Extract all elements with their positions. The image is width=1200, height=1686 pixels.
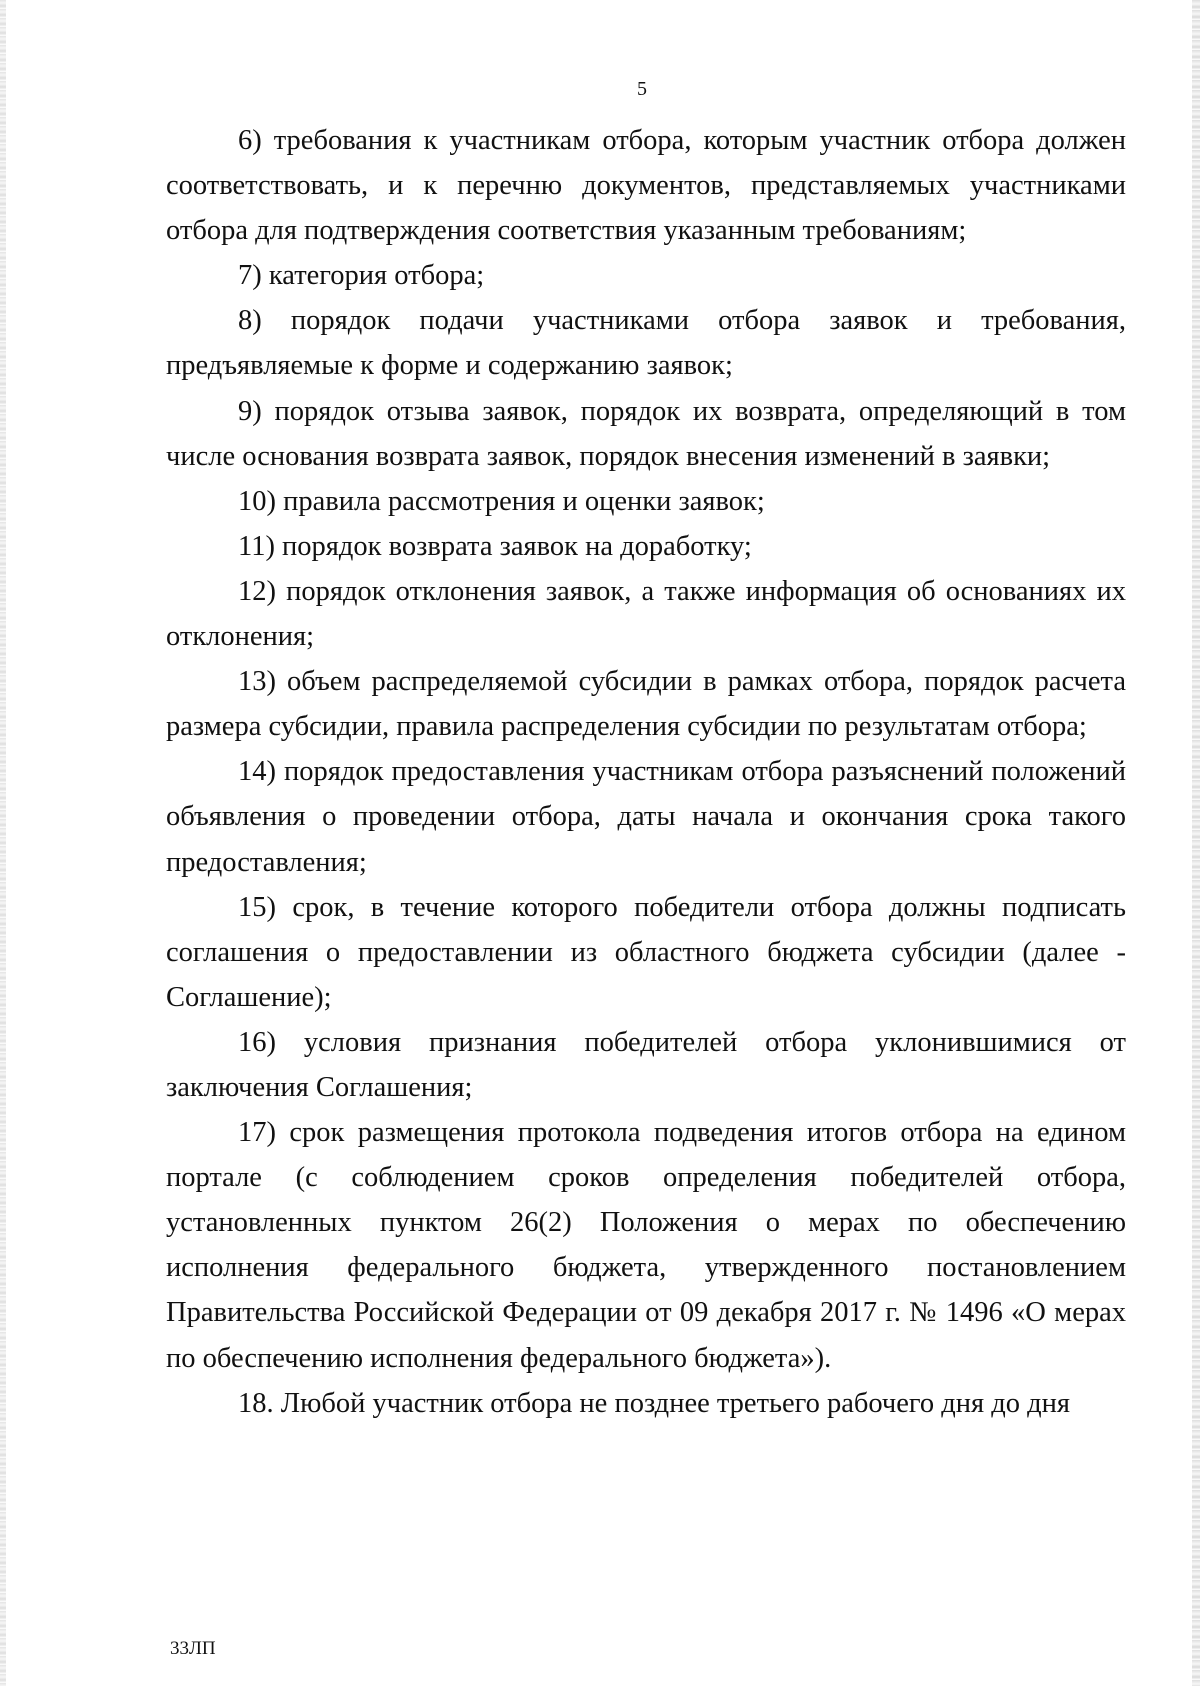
list-item: 11) порядок возврата заявок на доработку; [238,530,752,562]
list-item: 18. Любой участник отбора не позднее третьего рабочего дня до дня [238,1387,1070,1419]
list-item: 10) правила рассмотрения и оценки заявок; [238,485,765,517]
list-item: 13) объем распределяемой субсидии в рамках отбора, порядок расчета размера субсидии, правила распределения субсидии по результатам отбора; [166,666,1126,743]
page-number: 5 [637,78,647,100]
list-item: 12) порядок отклонения заявок, а также информация об основаниях их отклонения; [166,575,1126,653]
list-item: 14) порядок предоставления участникам отбора разъяснений положений объявления о проведении отбора, даты начала и окончания срока такого предоставления; [166,756,1126,878]
scan-edge-left [0,0,6,1686]
list-item: 17) срок размещения протокола подведения итогов отбора на едином портале (с соблюдением сроков определения победителей отбора, установленных пунктом 26(2) Положения о мерах по обеспечению исполнения федерального бюджета, утвержденного постановлением Правительства Российской Федерации от 09 декабря 2017 г. № 1496 «О мерах по обеспечению исполнения федерального бюджета»). [166,1117,1126,1374]
scan-edge-right [1192,0,1200,1686]
list-item: 6) требования к участникам отбора, которым участник отбора должен соответствовать, и к перечню документов, представляемых участниками отбора для подтверждения соответствия указанным требованиям; [166,125,1126,247]
footer-code: 33ЛП [170,1638,216,1659]
list-item: 7) категория отбора; [238,260,485,292]
list-item: 16) условия признания победителей отбора уклонившимися от заключения Соглашения; [166,1026,1126,1103]
list-item: 15) срок, в течение которого победители отбора должны подписать соглашения о предоставлении из областного бюджета субсидии (далее - Соглашение); [166,891,1126,1013]
list-item: 8) порядок подачи участниками отбора заявок и требования, предъявляемые к форме и содержанию заявок; [166,305,1126,382]
list-item: 9) порядок отзыва заявок, порядок их возврата, определяющий в том числе основания возврата заявок, порядок внесения изменений в заявки; [166,395,1126,472]
document-body [166,118,1126,1426]
